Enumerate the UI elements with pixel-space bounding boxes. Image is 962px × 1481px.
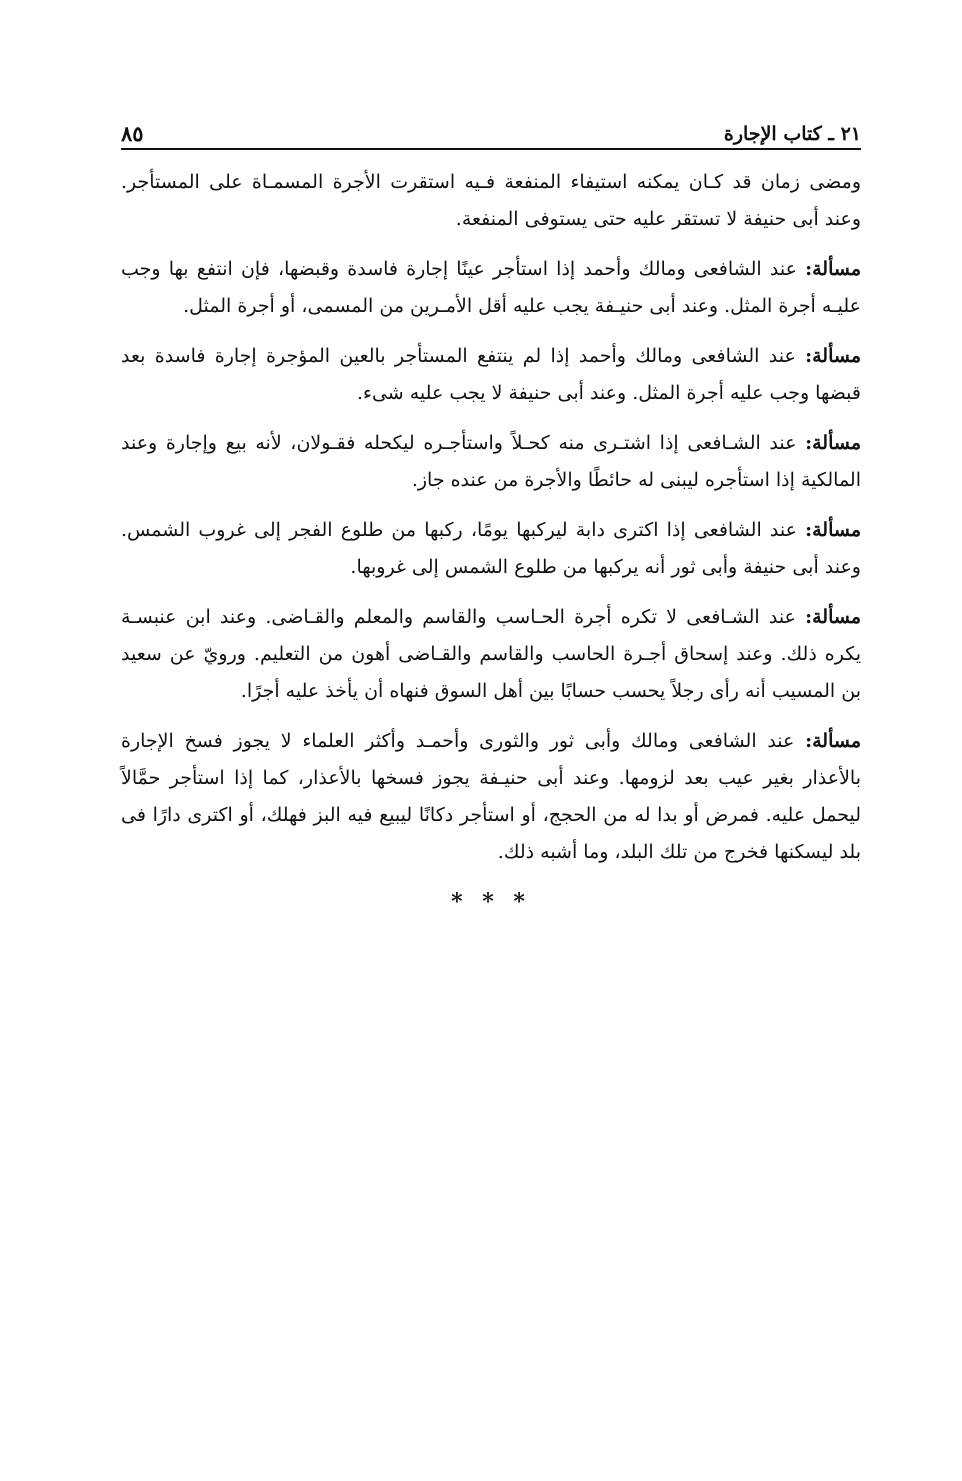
paragraph-masala <box>121 425 861 499</box>
page-header <box>121 110 861 150</box>
paragraph-masala <box>121 251 861 325</box>
paragraph-text: عند الشافعى إذا اكترى دابة ليركبها يومًا، ركبها من طلوع الفجر إلى غروب الشمس. وعند أبى حنيفة وأبى ثور أنه يركبها من طلوع الشمس إلى غروبها. <box>121 519 861 578</box>
chapter-title: ٢١ ـ كتاب الإجارة <box>723 123 861 145</box>
paragraph-lead: مسألة: <box>805 258 861 280</box>
paragraph-text: عند الشافعى ومالك وأحمد إذا استأجر عينًا إجارة فاسدة وقبضها، فإن انتفع بها وجب عليـه أجرة المثل. وعند أبى حنيـفة يجب عليه أقل الأمـرين من المسمى، أو أجرة المثل. <box>121 258 861 317</box>
paragraph-masala <box>121 723 861 871</box>
section-separator: * * * <box>451 889 531 915</box>
paragraph-lead: مسألة: <box>805 432 861 454</box>
paragraph-text: عند الشافعى ومالك وأبى ثور والثورى وأحمـد وأكثر العلماء لا يجوز فسخ الإجارة بالأعذار بغير عيب بعد لزومها. وعند أبى حنيـفة يجوز فسخها بالأعذار، كما إذا استأجر حمَّالاً ليحمل عليه. فمرض أو بدا له من الحجج، أو استأجر دكانًا ليبيع فيه البز فهلك، أو اكترى دارًا فى بلد ليسكنها فخرج من تلك البلد، وما أشبه ذلك. <box>121 730 861 863</box>
paragraph-masala <box>121 338 861 412</box>
paragraph-continuation <box>121 164 861 238</box>
paragraph-lead: مسألة: <box>805 730 861 752</box>
paragraph-text: عند الشافعى ومالك وأحمد إذا لم ينتفع المستأجر بالعين المؤجرة إجارة فاسدة بعد قبضها وجب عليه أجرة المثل. وعند أبى حنيفة لا يجب عليه شىء. <box>121 345 861 404</box>
paragraph-masala <box>121 512 861 586</box>
paragraph-text: عند الشـافعى لا تكره أجرة الحـاسب والقاسم والمعلم والقـاضى. وعند ابن عنبسـة يكره ذلك. وعند إسحاق أجـرة الحاسب والقاسم والقـاضى أهون من التعليم. ورويّ عن سعيد بن المسيب أنه رأى رجلاً يحسب حسابًا بين أهل السوق فنهاه أن يأخذ عليه أجرًا. <box>121 606 861 702</box>
paragraph-lead: مسألة: <box>805 519 861 541</box>
paragraph-text: ومضى زمان قد كـان يمكنه استيفاء المنفعة فـيه استقرت الأجرة المسمـاة على المستأجر. وعند أبى حنيفة لا تستقر عليه حتى يستوفى المنفعة. <box>121 171 861 230</box>
paragraph-lead: مسألة: <box>805 606 861 628</box>
page-body <box>121 164 861 915</box>
book-page <box>121 110 861 915</box>
paragraph-lead: مسألة: <box>805 345 861 367</box>
page-number: ٨٥ <box>121 121 144 146</box>
paragraph-masala <box>121 599 861 710</box>
paragraph-text: عند الشـافعى إذا اشتـرى منه كحـلاً واستأجـره ليكحله فقـولان، لأنه بيع وإجارة وعند المالكية إذا استأجره ليبنى له حائطًا والأجرة من عنده جاز. <box>121 432 861 491</box>
